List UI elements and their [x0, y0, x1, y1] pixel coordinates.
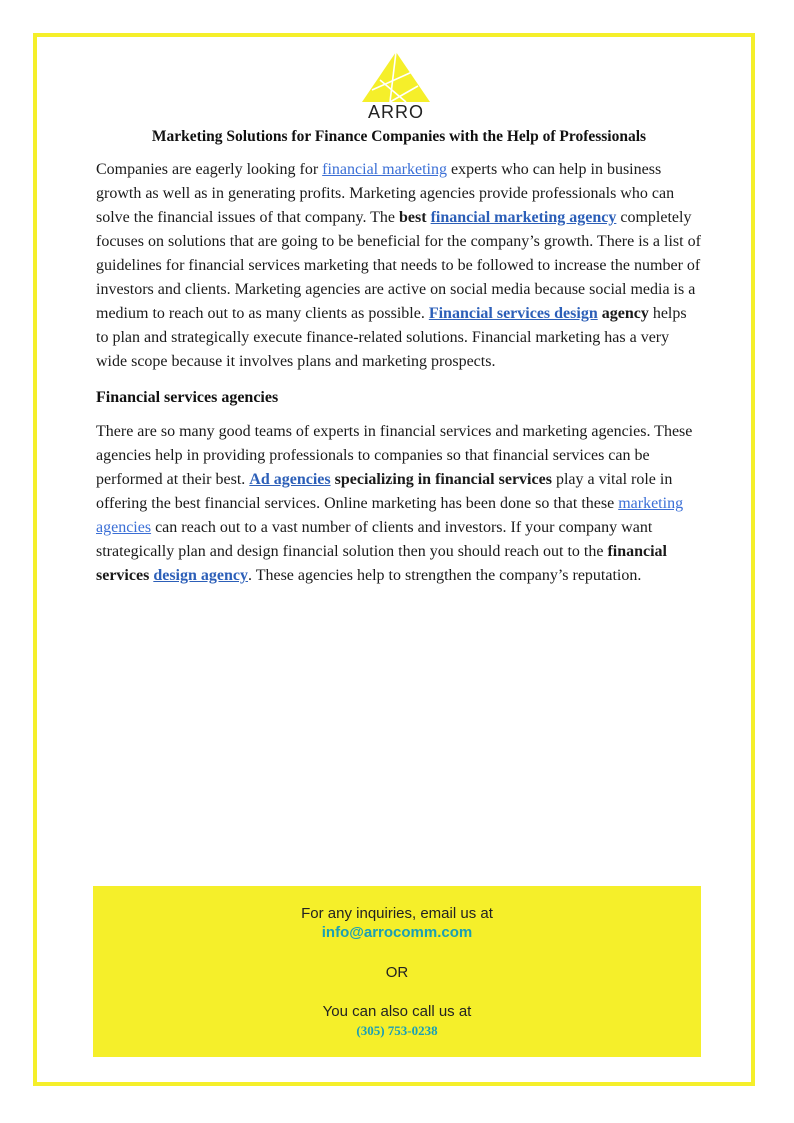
- page-title: Marketing Solutions for Finance Companies with the Help of Professionals: [151, 128, 647, 145]
- phone-number[interactable]: (305) 753-0238: [356, 1023, 438, 1038]
- text-run: experts who can help in business growth as well as in generating profits. Marketing agencies provide professionals who can solve the financial issues of that company. The: [96, 161, 675, 226]
- contact-footer: [93, 886, 701, 1057]
- logo-triangle-icon: [360, 50, 432, 104]
- text-run: Companies are eagerly looking for: [96, 161, 323, 178]
- arro-logo: [360, 50, 432, 126]
- design-agency-link[interactable]: design agency: [153, 567, 248, 584]
- text-run: . These agencies help to strengthen the company’s reputation.: [247, 567, 642, 584]
- marketing-agencies-link[interactable]: marketing agencies: [96, 495, 684, 536]
- agencies-paragraph: [96, 420, 702, 588]
- financial-marketing-link[interactable]: financial marketing: [322, 161, 447, 178]
- ad-agencies-link[interactable]: Ad agencies: [249, 471, 331, 488]
- financial-marketing-agency-link[interactable]: financial marketing agency: [430, 209, 617, 226]
- intro-paragraph: [96, 158, 702, 374]
- text-run: play a vital role in offering the best financial services. Online marketing has been done so that these: [96, 471, 673, 512]
- financial-services-design-link[interactable]: Financial services design: [428, 305, 598, 322]
- bold-text: specializing in financial services: [334, 471, 552, 488]
- section-heading: Financial services agencies: [96, 389, 279, 406]
- or-text: OR: [385, 964, 409, 981]
- logo-text: ARRO: [367, 102, 424, 122]
- text-run: completely focuses on solutions that are going to be beneficial for the company’s growth. There is a list of guidelines for financial services marketing that needs to be followed to increase the number of investors and clients. Marketing agencies are active on social media because social media is a medium to reach out to as many clients as possible.: [96, 209, 701, 322]
- bold-text: agency: [601, 305, 649, 322]
- text-run: helps to plan and strategically execute finance-related solutions. Financial marketing has a very wide scope because it involves plans and marketing prospects.: [96, 305, 687, 370]
- text-run: can reach out to a vast number of clients and investors. If your company want strategically plan and design financial solution then you should reach out to the: [96, 519, 653, 560]
- call-text: You can also call us at: [322, 1003, 472, 1020]
- main-content: [96, 128, 702, 600]
- bold-text: financial services: [96, 543, 667, 584]
- inquiry-text: For any inquiries, email us at: [301, 905, 493, 922]
- text-run: There are so many good teams of experts in financial services and marketing agencies. These agencies help in providing professionals to companies so that financial services can be performed at their best.: [96, 423, 693, 488]
- bold-text: best: [399, 209, 427, 226]
- email-link[interactable]: info@arrocomm.com: [321, 924, 473, 941]
